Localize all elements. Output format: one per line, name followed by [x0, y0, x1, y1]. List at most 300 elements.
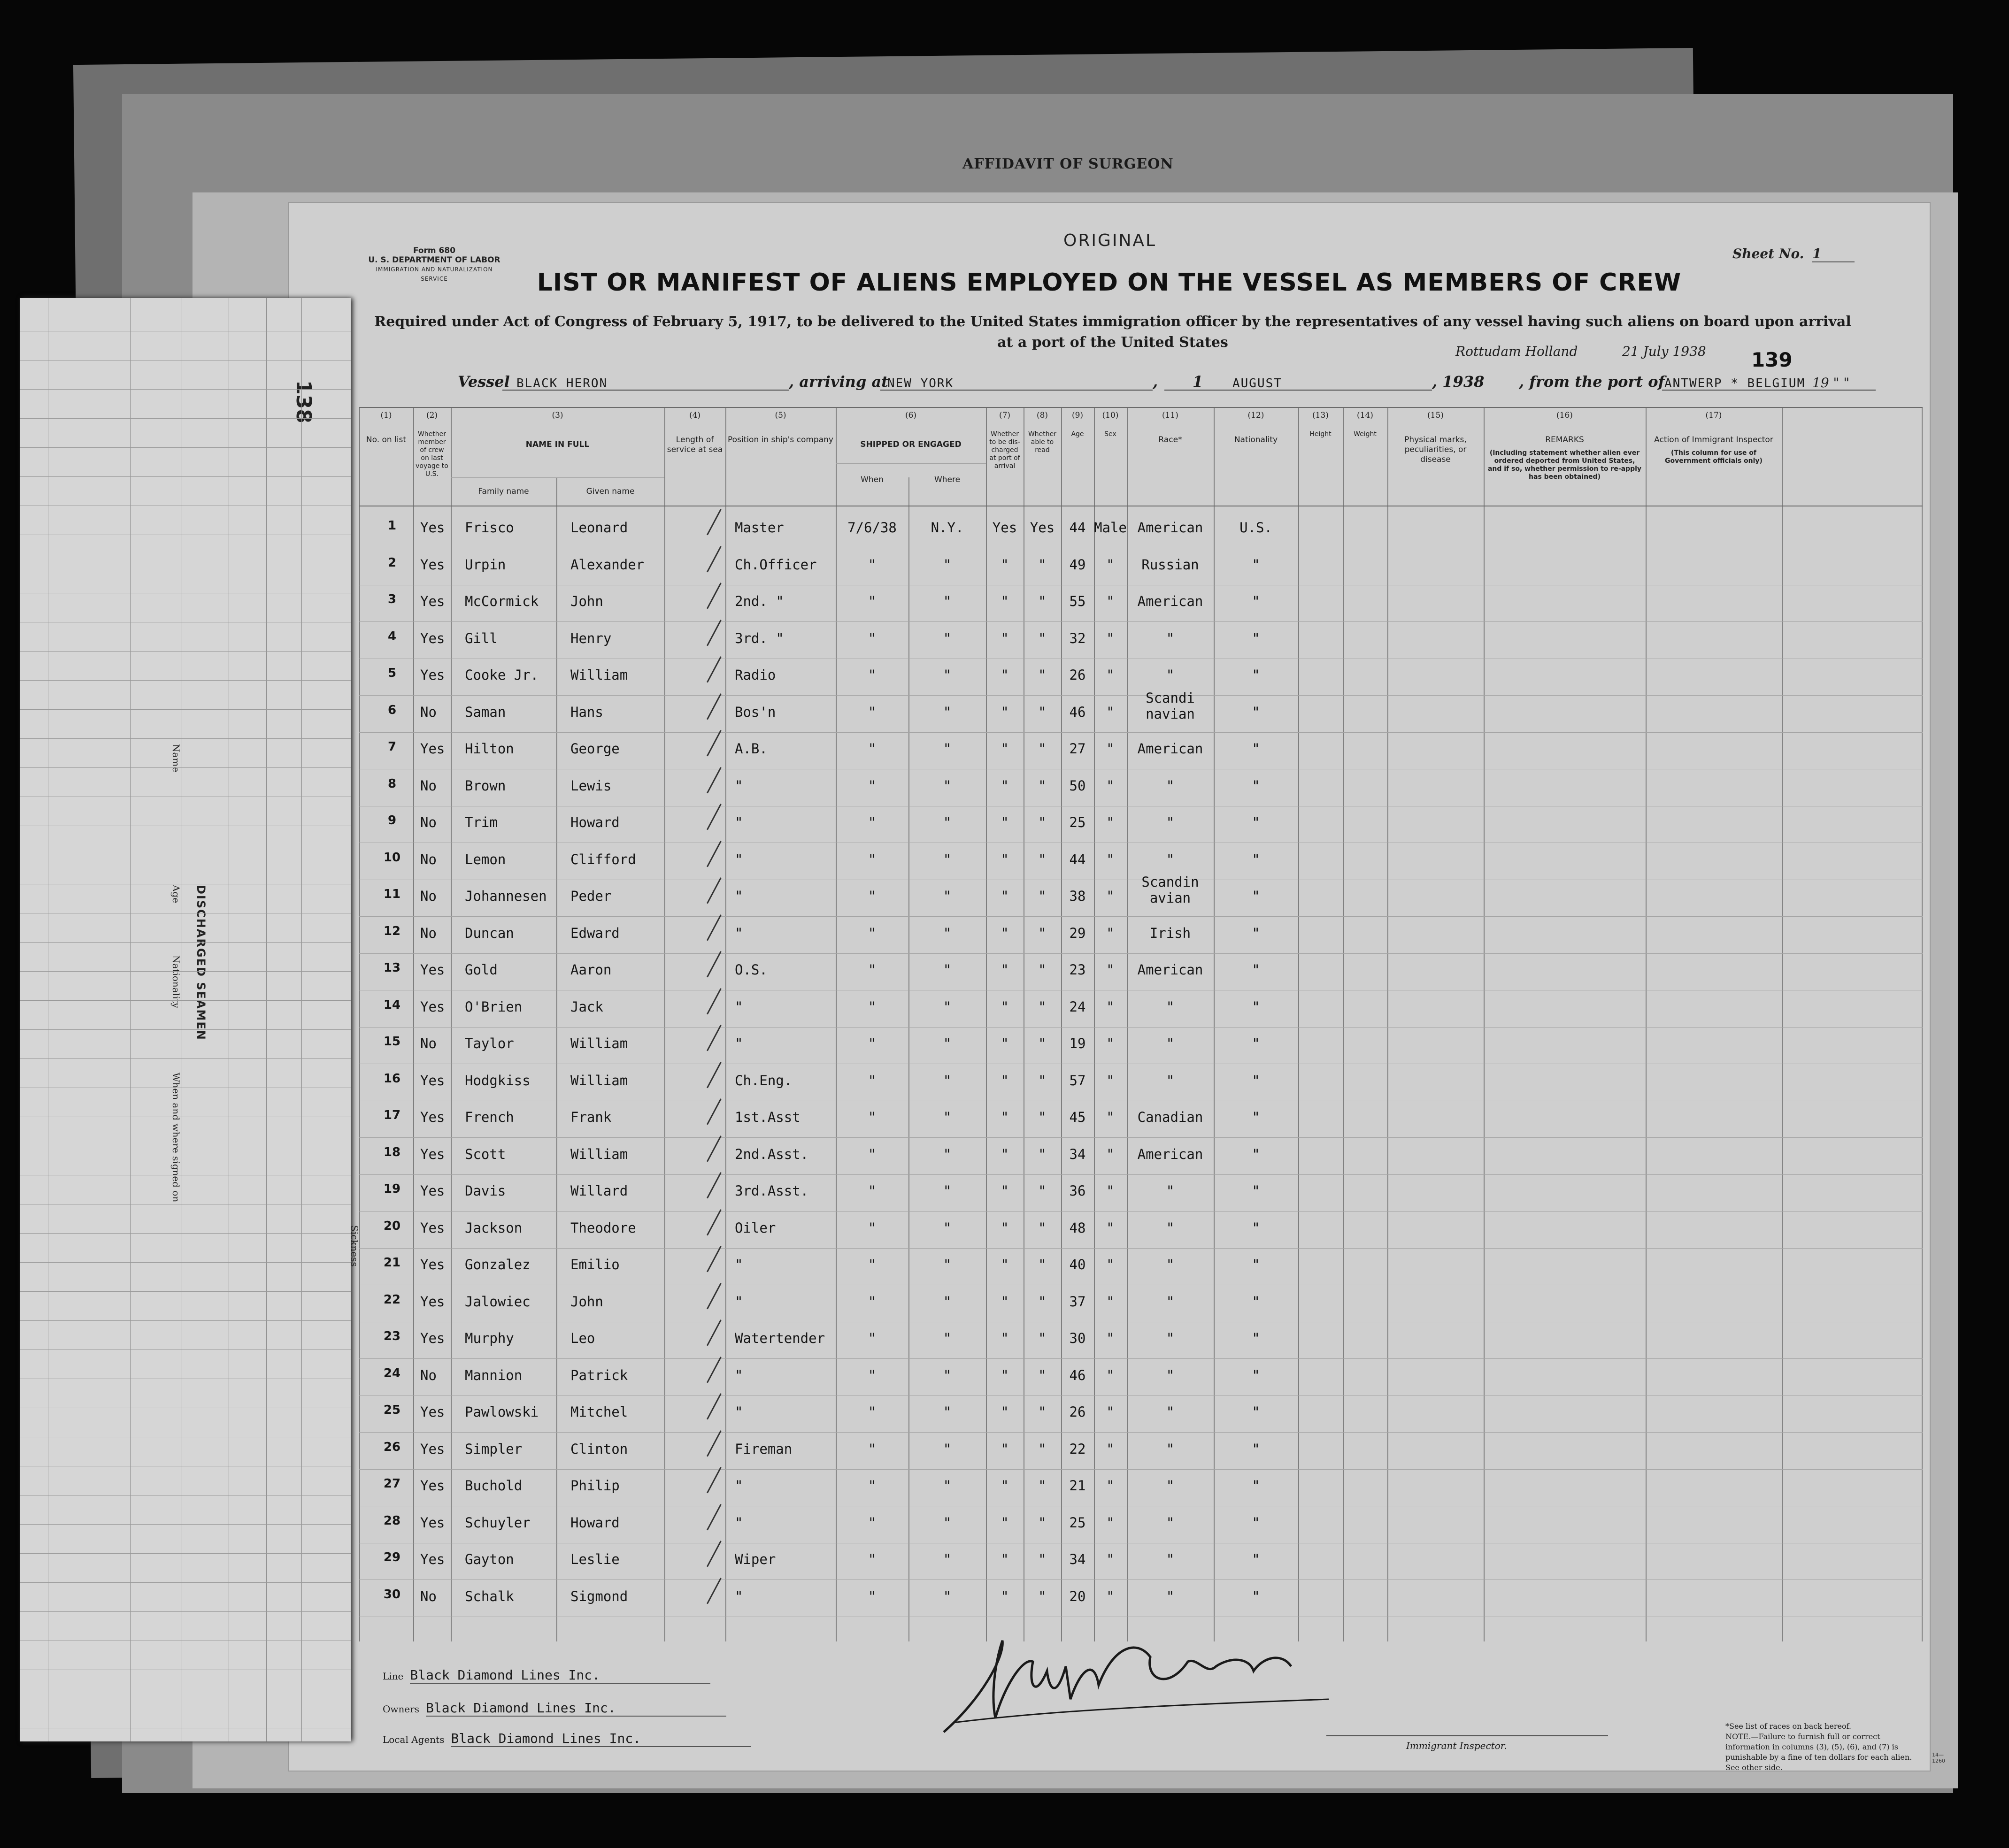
given-name-cell: Jack — [570, 998, 603, 1015]
race-cell: " — [1166, 1551, 1175, 1567]
discharged-cell: " — [1001, 851, 1009, 867]
age-cell: 21 — [1069, 1478, 1086, 1494]
discharged-cell: " — [1001, 888, 1009, 904]
family-name-cell: Jackson — [465, 1219, 523, 1236]
race-cell: American — [1137, 962, 1203, 978]
length-of-service-tick — [707, 620, 722, 646]
column-header: Age — [1071, 430, 1084, 438]
family-name-cell: Davis — [465, 1183, 506, 1199]
length-of-service-tick — [707, 730, 722, 756]
shipped-where-cell: " — [943, 556, 952, 573]
left-form-row-rule — [20, 971, 351, 972]
inspector-label: Immigrant Inspector. — [1406, 1740, 1507, 1751]
able-to-read-cell: " — [1038, 1183, 1047, 1199]
affidavit-title: AFFIDAVIT OF SURGEON — [962, 156, 1174, 172]
given-name-cell: Willard — [570, 1183, 628, 1199]
family-name-cell: McCormick — [465, 593, 539, 609]
able-to-read-cell: " — [1038, 1146, 1047, 1162]
shipped-when-cell: " — [868, 1183, 877, 1199]
age-cell: 32 — [1069, 630, 1086, 646]
given-name-cell: Clifford — [570, 851, 636, 867]
legal-requirement-text: Required under Act of Congress of February 5, 1917, to be delivered to the United States immigration officer by the representatives of any vessel having such aliens on board upon arrival at a port of the United States — [374, 314, 1851, 351]
last-voyage-cell: Yes — [420, 1219, 445, 1236]
family-name-cell: Pawlowski — [465, 1404, 539, 1420]
family-name-cell: Murphy — [465, 1330, 514, 1346]
race-cell: " — [1166, 1588, 1175, 1604]
family-name-cell: French — [465, 1109, 514, 1125]
arriving-port: NEW YORK — [887, 376, 954, 391]
left-form-row-rule — [20, 389, 351, 390]
last-voyage-cell: Yes — [420, 962, 445, 978]
position-cell: Radio — [735, 667, 776, 683]
service-name: IMMIGRATION AND NATURALIZATION SERVICE — [376, 266, 493, 282]
inspector-signature — [925, 1629, 1347, 1741]
length-of-service-tick — [707, 1467, 722, 1493]
race-cell: Russian — [1141, 556, 1199, 573]
family-name-cell: Frisco — [465, 520, 514, 536]
position-cell: " — [735, 888, 743, 904]
length-of-service-tick — [707, 583, 722, 609]
able-to-read-cell: " — [1038, 1404, 1047, 1420]
column-subheader: Where — [934, 475, 961, 484]
shipped-where-cell: " — [943, 1293, 952, 1310]
nationality-cell: " — [1252, 925, 1260, 941]
row-rule — [359, 621, 1923, 622]
shipped-when-cell: " — [868, 1219, 877, 1236]
column-subheader: Family name — [478, 487, 529, 496]
row-rule — [359, 1248, 1923, 1249]
column-number: (13) — [1312, 411, 1329, 420]
shipped-when-cell: " — [868, 1551, 877, 1567]
nationality-cell: " — [1252, 1330, 1260, 1346]
column-subheader: Given name — [586, 487, 635, 496]
able-to-read-cell: " — [1038, 1035, 1047, 1051]
length-of-service-tick — [707, 988, 722, 1014]
age-cell: 46 — [1069, 1367, 1086, 1383]
shipped-where-cell: " — [943, 1514, 952, 1531]
race-cell: " — [1166, 667, 1175, 683]
discharged-cell: " — [1001, 1330, 1009, 1346]
sex-cell: " — [1106, 630, 1115, 646]
header-top-rule — [359, 407, 1923, 408]
able-to-read-cell: " — [1038, 777, 1047, 794]
position-cell: 3rd. " — [735, 630, 784, 646]
age-cell: 44 — [1069, 520, 1086, 536]
row-number: 11 — [383, 887, 401, 901]
column-number: (16) — [1556, 411, 1573, 420]
column-divider — [451, 407, 452, 1641]
family-name-cell: Scott — [465, 1146, 506, 1162]
race-cell: " — [1166, 998, 1175, 1015]
last-voyage-cell: Yes — [420, 556, 445, 573]
position-cell: " — [735, 1035, 743, 1051]
sex-cell: " — [1106, 1035, 1115, 1051]
discharged-cell: " — [1001, 1441, 1009, 1457]
column-header: NAME IN FULL — [525, 440, 590, 449]
given-name-cell: Frank — [570, 1109, 612, 1125]
shipped-where-cell: " — [943, 1035, 952, 1051]
position-cell: A.B. — [735, 741, 768, 757]
last-voyage-cell: Yes — [420, 1478, 445, 1494]
race-cell: Irish — [1149, 925, 1191, 941]
agents-label: Local Agents — [383, 1734, 445, 1745]
last-voyage-cell: Yes — [420, 1551, 445, 1567]
column-header-note: (Including statement whether alien ever ordered deported from United States, and if so, whether permission to re-apply has been obtained) — [1487, 449, 1642, 481]
row-number: 24 — [383, 1366, 401, 1380]
sex-cell: " — [1106, 1514, 1115, 1531]
age-cell: 45 — [1069, 1109, 1086, 1125]
row-number: 1 — [387, 519, 397, 533]
column-number: (11) — [1162, 411, 1178, 420]
row-number: 4 — [387, 629, 397, 644]
line-field — [383, 1667, 710, 1684]
last-voyage-cell: Yes — [420, 667, 445, 683]
discharged-cell: " — [1001, 593, 1009, 609]
race-cell: " — [1166, 814, 1175, 830]
left-form-row-rule — [20, 651, 351, 652]
sex-cell: " — [1106, 1551, 1115, 1567]
given-name-cell: Henry — [570, 630, 612, 646]
form-code: 14—1260 — [1932, 1752, 1945, 1764]
age-cell: 25 — [1069, 814, 1086, 830]
position-cell: " — [735, 998, 743, 1015]
shipped-where-cell: " — [943, 1109, 952, 1125]
race-cell: " — [1166, 1478, 1175, 1494]
row-number: 22 — [383, 1292, 401, 1307]
left-form-row-rule — [20, 418, 351, 419]
row-rule — [359, 1027, 1923, 1028]
age-cell: 26 — [1069, 667, 1086, 683]
left-form-row-rule — [20, 447, 351, 448]
position-cell: 2nd.Asst. — [735, 1146, 809, 1162]
family-name-cell: Lemon — [465, 851, 506, 867]
family-name-cell: Urpin — [465, 556, 506, 573]
column-subheader: When — [861, 475, 884, 484]
sex-cell: " — [1106, 1330, 1115, 1346]
position-cell: O.S. — [735, 962, 768, 978]
row-number: 8 — [387, 776, 397, 791]
left-form-row-rule — [20, 1582, 351, 1583]
length-of-service-tick — [707, 804, 722, 830]
nationality-cell: " — [1252, 1035, 1260, 1051]
column-number: (15) — [1427, 411, 1444, 420]
column-divider — [1298, 407, 1299, 1641]
shipped-subheader-rule — [836, 463, 986, 464]
nationality-cell: " — [1252, 667, 1260, 683]
given-name-cell: Patrick — [570, 1367, 628, 1383]
shipped-where-cell: " — [943, 1072, 952, 1089]
sex-cell: " — [1106, 888, 1115, 904]
shipped-where-cell: " — [943, 925, 952, 941]
shipped-where-cell: " — [943, 630, 952, 646]
able-to-read-cell: " — [1038, 1109, 1047, 1125]
column-header-note: (This column for use of Government officials only) — [1665, 449, 1763, 465]
shipped-where-cell: " — [943, 667, 952, 683]
row-number: 27 — [383, 1477, 401, 1491]
row-number: 30 — [383, 1587, 401, 1602]
discharged-cell: " — [1001, 630, 1009, 646]
position-cell: Wiper — [735, 1551, 776, 1567]
left-label-name: Name — [170, 744, 182, 773]
discharged-cell: " — [1001, 1588, 1009, 1604]
able-to-read-cell: " — [1038, 1588, 1047, 1604]
given-name-cell: Sigmond — [570, 1588, 628, 1604]
last-voyage-cell: Yes — [420, 630, 445, 646]
discharged-cell: " — [1001, 1514, 1009, 1531]
column-header: Whether able to read — [1028, 430, 1057, 454]
given-name-cell: Theodore — [570, 1219, 636, 1236]
column-number: (4) — [689, 411, 701, 420]
column-number: (7) — [999, 411, 1011, 420]
left-form-row-rule — [20, 680, 351, 681]
nationality-cell: " — [1252, 1367, 1260, 1383]
sex-cell: " — [1106, 741, 1115, 757]
age-cell: 38 — [1069, 888, 1086, 904]
shipped-where-cell: " — [943, 1330, 952, 1346]
shipped-when-cell: " — [868, 851, 877, 867]
nationality-cell: " — [1252, 704, 1260, 720]
nationality-cell: " — [1252, 1478, 1260, 1494]
sex-cell: " — [1106, 777, 1115, 794]
line-value: Black Diamond Lines Inc. — [410, 1667, 710, 1684]
discharged-cell: " — [1001, 1035, 1009, 1051]
position-cell: " — [735, 925, 743, 941]
length-of-service-tick — [707, 546, 722, 572]
footnote — [1725, 1721, 1913, 1773]
left-form-row-rule — [20, 476, 351, 477]
column-divider — [1343, 407, 1344, 1641]
able-to-read-cell: " — [1038, 1514, 1047, 1531]
position-cell: Ch.Officer — [735, 556, 817, 573]
given-name-cell: Aaron — [570, 962, 612, 978]
row-number: 20 — [383, 1219, 401, 1233]
position-cell: 2nd. " — [735, 593, 784, 609]
family-name-cell: Schuyler — [465, 1514, 531, 1531]
shipped-when-cell: " — [868, 1072, 877, 1089]
row-number: 3 — [387, 592, 397, 606]
shipped-where-cell: " — [943, 1478, 952, 1494]
left-form-row-rule — [20, 1611, 351, 1612]
age-cell: 22 — [1069, 1441, 1086, 1457]
vessel-label: Vessel — [458, 373, 510, 391]
left-form-row-rule — [20, 1320, 351, 1321]
family-name-cell: O'Brien — [465, 998, 523, 1015]
arrival-year: , 1938 — [1432, 373, 1485, 391]
sex-cell: " — [1106, 1109, 1115, 1125]
age-cell: 37 — [1069, 1293, 1086, 1310]
last-voyage-cell: No — [420, 888, 437, 904]
family-name-cell: Hilton — [465, 741, 514, 757]
length-of-service-tick — [707, 1246, 722, 1272]
length-of-service-tick — [707, 1541, 722, 1567]
age-cell: 26 — [1069, 1404, 1086, 1420]
left-form-row-rule — [20, 1058, 351, 1059]
nationality-cell: " — [1252, 1588, 1260, 1604]
discharged-cell: " — [1001, 1109, 1009, 1125]
length-of-service-tick — [707, 1578, 722, 1604]
nationality-cell: " — [1252, 1146, 1260, 1162]
race-cell: " — [1166, 1257, 1175, 1273]
position-cell: " — [735, 777, 743, 794]
sheet-number-label: Sheet No. — [1732, 246, 1804, 261]
able-to-read-cell: " — [1038, 1293, 1047, 1310]
position-cell: " — [735, 1514, 743, 1531]
column-number: (17) — [1705, 411, 1722, 420]
age-cell: 19 — [1069, 1035, 1086, 1051]
race-cell: " — [1166, 1441, 1175, 1457]
column-header: Physical marks, peculiarities, or disease — [1404, 435, 1467, 464]
left-form-row-rule — [20, 709, 351, 710]
given-name-cell: William — [570, 1035, 628, 1051]
length-of-service-tick — [707, 1135, 722, 1162]
length-of-service-tick — [707, 656, 722, 682]
crew-manifest-sheet — [289, 203, 1945, 1772]
nationality-cell: " — [1252, 1404, 1260, 1420]
shipped-when-cell: " — [868, 888, 877, 904]
shipped-when-cell: " — [868, 1257, 877, 1273]
row-number: 7 — [387, 740, 397, 754]
position-cell: Bos'n — [735, 704, 776, 720]
left-form-row-rule — [20, 1524, 351, 1525]
left-label-nationality: Nationality — [170, 955, 182, 1008]
last-voyage-cell: No — [420, 814, 437, 830]
race-cell: American — [1137, 593, 1203, 609]
length-of-service-tick — [707, 1430, 722, 1457]
column-header: Whether to be dis-charged at port of arrival — [989, 430, 1020, 470]
shipped-where-cell: " — [943, 814, 952, 830]
shipped-where-cell: " — [943, 1404, 952, 1420]
length-of-service-tick — [707, 1504, 722, 1530]
nationality-cell: " — [1252, 814, 1260, 830]
given-name-cell: John — [570, 1293, 603, 1310]
row-number: 18 — [383, 1145, 401, 1159]
last-voyage-cell: Yes — [420, 520, 445, 536]
sex-cell: " — [1106, 962, 1115, 978]
shipped-where-cell: " — [943, 851, 952, 867]
shipped-where-cell: " — [943, 593, 952, 609]
agents-value: Black Diamond Lines Inc. — [451, 1731, 751, 1747]
length-of-service-tick — [707, 914, 722, 941]
race-cell: " — [1166, 1367, 1175, 1383]
given-name-cell: Howard — [570, 814, 620, 830]
shipped-when-cell: " — [868, 925, 877, 941]
row-number: 23 — [383, 1329, 401, 1343]
able-to-read-cell: " — [1038, 1478, 1047, 1494]
column-header: Weight — [1354, 430, 1377, 438]
inspector-signature-rule — [1326, 1735, 1608, 1736]
family-name-cell: Gonzalez — [465, 1257, 531, 1273]
column-divider — [1387, 407, 1388, 1641]
last-voyage-cell: Yes — [420, 1183, 445, 1199]
given-name-cell: Alexander — [570, 556, 645, 573]
nationality-cell: " — [1252, 556, 1260, 573]
able-to-read-cell: " — [1038, 888, 1047, 904]
given-name-cell: Philip — [570, 1478, 620, 1494]
nationality-cell: " — [1252, 851, 1260, 867]
race-cell: American — [1137, 520, 1203, 536]
shipped-where-cell: " — [943, 1588, 952, 1604]
position-cell: " — [735, 1404, 743, 1420]
original-stamp: ORIGINAL — [1063, 231, 1157, 250]
left-form-row-rule — [20, 1029, 351, 1030]
last-voyage-cell: Yes — [420, 1404, 445, 1420]
last-voyage-cell: Yes — [420, 1257, 445, 1273]
discharged-seamen-title: DISCHARGED SEAMEN — [194, 885, 208, 1041]
able-to-read-cell: " — [1038, 1551, 1047, 1567]
row-rule — [359, 1211, 1923, 1212]
length-of-service-tick — [707, 1393, 722, 1419]
row-number: 10 — [383, 850, 401, 865]
position-cell: " — [735, 1293, 743, 1310]
able-to-read-cell: " — [1038, 998, 1047, 1015]
discharged-cell: " — [1001, 777, 1009, 794]
column-divider — [1646, 407, 1647, 1641]
row-number: 17 — [383, 1108, 401, 1122]
length-of-service-tick — [707, 1209, 722, 1235]
family-name-cell: Gold — [465, 962, 498, 978]
left-form-row-rule — [20, 1291, 351, 1292]
shipped-when-cell: " — [868, 777, 877, 794]
able-to-read-cell: " — [1038, 851, 1047, 867]
able-to-read-cell: " — [1038, 925, 1047, 941]
able-to-read-cell: " — [1038, 814, 1047, 830]
position-cell: Ch.Eng. — [735, 1072, 793, 1089]
able-to-read-cell: " — [1038, 1257, 1047, 1273]
family-name-cell: Trim — [465, 814, 498, 830]
sheet-number-value: 1 — [1812, 246, 1855, 262]
given-name-cell: Leslie — [570, 1551, 620, 1567]
row-number: 19 — [383, 1182, 401, 1196]
row-number: 26 — [383, 1440, 401, 1454]
able-to-read-cell: " — [1038, 667, 1047, 683]
given-name-cell: Leonard — [570, 520, 628, 536]
discharged-cell: " — [1001, 1072, 1009, 1089]
left-form-row-rule — [20, 1553, 351, 1554]
left-form-row-rule — [20, 1233, 351, 1234]
left-label-sickness: Sickness — [349, 1225, 360, 1267]
shipped-when-cell: " — [868, 962, 877, 978]
column-number: (8) — [1036, 411, 1048, 420]
shipped-where-cell: " — [943, 1146, 952, 1162]
arrival-day: 1 — [1193, 373, 1203, 391]
race-cell: " — [1166, 1183, 1175, 1199]
shipped-where-cell: " — [943, 1551, 952, 1567]
given-name-cell: Leo — [570, 1330, 595, 1346]
last-voyage-cell: Yes — [420, 741, 445, 757]
nationality-cell: " — [1252, 1219, 1260, 1236]
shipped-where-cell: " — [943, 704, 952, 720]
age-cell: 46 — [1069, 704, 1086, 720]
able-to-read-cell: " — [1038, 1441, 1047, 1457]
shipped-when-cell: " — [868, 1514, 877, 1531]
shipped-when-cell: " — [868, 1146, 877, 1162]
able-to-read-cell: " — [1038, 962, 1047, 978]
row-number: 2 — [387, 555, 397, 570]
family-name-cell: Jalowiec — [465, 1293, 531, 1310]
family-name-cell: Brown — [465, 777, 506, 794]
left-label-age: Age — [170, 885, 182, 904]
column-header: Sex — [1104, 430, 1116, 438]
last-voyage-cell: No — [420, 704, 437, 720]
sheet-number-field — [1732, 246, 1855, 262]
column-divider — [908, 477, 909, 1641]
shipped-where-cell: N.Y. — [931, 520, 964, 536]
row-number: 28 — [383, 1513, 401, 1528]
row-number: 16 — [383, 1071, 401, 1086]
able-to-read-cell: " — [1038, 1072, 1047, 1089]
sex-cell: " — [1106, 998, 1115, 1015]
from-port-label: , from the port of — [1519, 373, 1665, 391]
